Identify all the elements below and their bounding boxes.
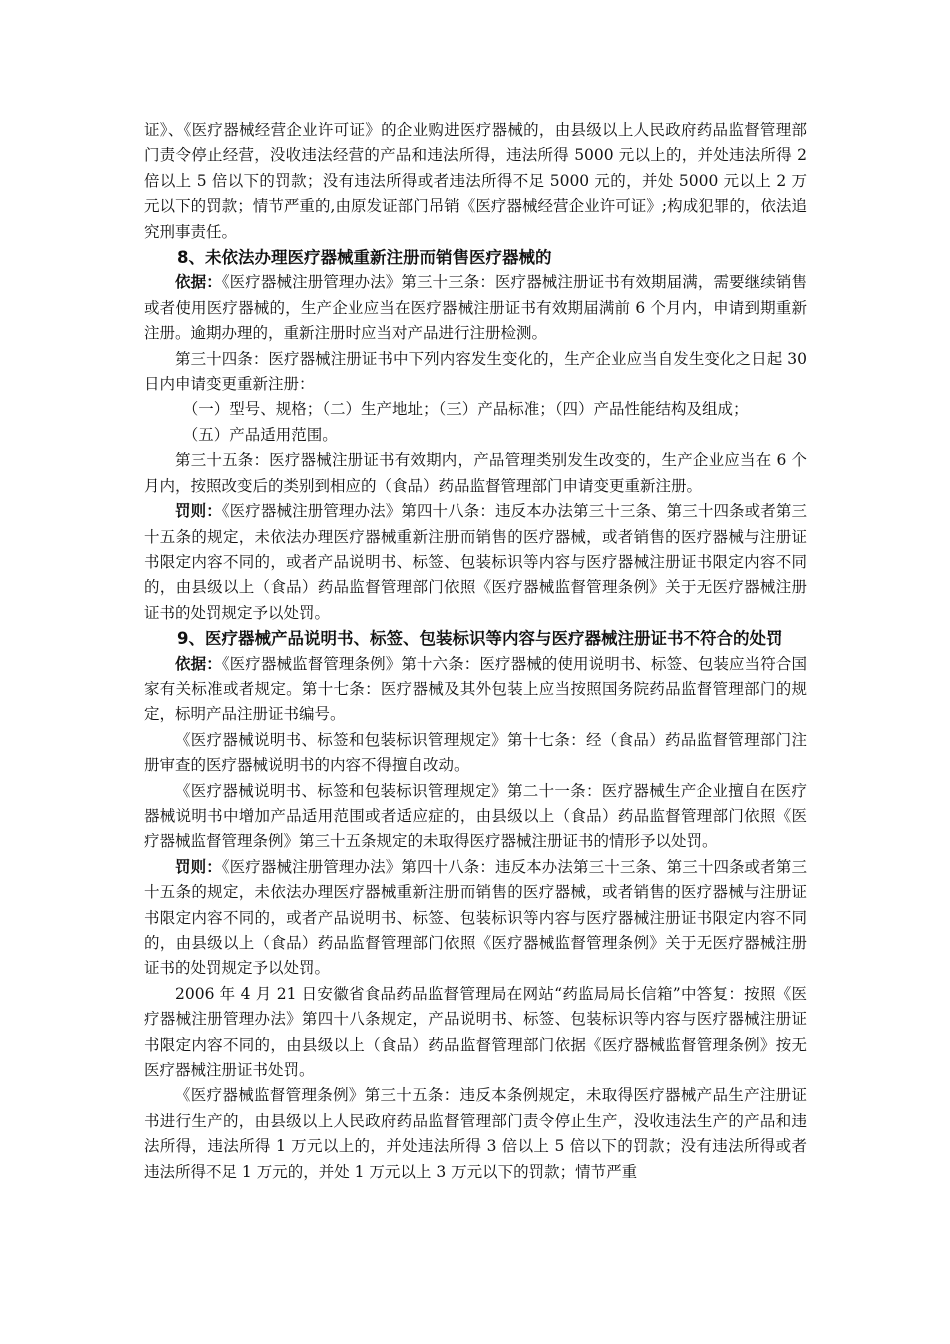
paragraph-penalty-8 bbox=[144, 499, 807, 626]
paragraph-label-rule-17: 《医疗器械说明书、标签和包装标识管理规定》第十七条：经（食品）药品监督管理部门注册审查的医疗器械说明书的内容不得擅自改动。 bbox=[144, 730, 807, 775]
paragraph-continuation: 证》、《医疗器械经营企业许可证》的企业购进医疗器械的，由县级以上人民政府药品监督管理部门责令停止经营，没收违法经营的产品和违法所得，违法所得 5000 元以上的，并处违法所得 2 倍以上 5 倍以下的罚款；没有违法所得或者违法所得不足 5000 元的，并处 5000 元以上 2 万元以下的罚款；情节严重的,由原发证部门吊销《医疗器械经营企业许可证》;构成犯罪的，依法追究刑事责任。 bbox=[144, 121, 807, 241]
penalty-text: 《医疗器械注册管理办法》第四十八条：违反本办法第三十三条、第三十四条或者第三十五条的规定，未依法办理医疗器械重新注册而销售的医疗器械，或者销售的医疗器械与注册证书限定内容不同的，或者产品说明书、标签、包装标识等内容与医疗器械注册证书限定内容不同的，由县级以上（食品）药品监督管理部门依照《医疗器械监督管理条例》关于无医疗器械注册证书的处罚规定予以处罚。 bbox=[144, 502, 807, 622]
basis-label: 依据： bbox=[175, 654, 222, 673]
paragraph-article-35: 第三十五条：医疗器械注册证书有效期内，产品管理类别发生改变的，生产企业应当在 6 个月内，按照改变后的类别到相应的（食品）药品监督管理部门申请变更重新注册。 bbox=[144, 451, 807, 495]
document-page bbox=[144, 118, 807, 1185]
penalty-label: 罚则： bbox=[175, 502, 222, 521]
paragraph-label-rule-21: 《医疗器械说明书、标签和包装标识管理规定》第二十一条：医疗器械生产企业擅自在医疗器械说明书中增加产品适用范围或者适应症的，由县级以上（食品）药品监督管理部门依照《医疗器械监督管理条例》第三十五条规定的未取得医疗器械注册证书的情形予以处罚。 bbox=[144, 781, 807, 851]
basis-text: 《医疗器械注册管理办法》第三十三条：医疗器械注册证书有效期届满，需要继续销售或者使用医疗器械的，生产企业应当在医疗器械注册证书有效期届满前 6 个月内，申请到期重新注册。逾期办理的，重新注册时应当对产品进行注册检测。 bbox=[144, 273, 807, 343]
paragraph-penalty-9 bbox=[144, 855, 807, 982]
paragraph-list-item-5: （五）产品适用范围。 bbox=[182, 425, 338, 444]
paragraph-basis-8 bbox=[144, 270, 807, 346]
paragraph-list-items: （一）型号、规格；（二）生产地址；（三）产品标准；（四）产品性能结构及组成； bbox=[182, 400, 749, 419]
penalty-label: 罚则： bbox=[175, 857, 222, 876]
paragraph-basis-9 bbox=[144, 652, 807, 728]
penalty-text: 《医疗器械注册管理办法》第四十八条：违反本办法第三十三条、第三十四条或者第三十五条的规定，未依法办理医疗器械重新注册而销售的医疗器械，或者销售的医疗器械与注册证书限定内容不同的，或者产品说明书、标签、包装标识等内容与医疗器械注册证书限定内容不同的，由县级以上（食品）药品监督管理部门依照《医疗器械监督管理条例》关于无医疗器械注册证书的处罚规定予以处罚。 bbox=[144, 857, 807, 978]
basis-label: 依据： bbox=[175, 273, 222, 292]
paragraph-article-34: 第三十四条：医疗器械注册证书中下列内容发生变化的，生产企业应当自发生变化之日起 30 日内申请变更重新注册： bbox=[144, 349, 807, 394]
paragraph-anhui-reply: 2006 年 4 月 21 日安徽省食品药品监督管理局在网站“药监局局长信箱”中答复：按照《医疗器械注册管理办法》第四十八条规定，产品说明书、标签、包装标识等内容与医疗器械注册证书限定内容不同的，由县级以上（食品）药品监督管理部门依据《医疗器械监督管理条例》按无医疗器械注册证书处罚。 bbox=[144, 984, 807, 1080]
section-heading-8: 8、未依法办理医疗器械重新注册而销售医疗器械的 bbox=[177, 248, 552, 268]
basis-text: 《医疗器械监督管理条例》第十六条：医疗器械的使用说明书、标签、包装应当符合国家有关标准或者规定。第十七条：医疗器械及其外包装上应当按照国务院药品监督管理部门的规定，标明产品注册证书编号。 bbox=[144, 654, 807, 724]
paragraph-regulation-35: 《医疗器械监督管理条例》第三十五条：违反本条例规定，未取得医疗器械产品生产注册证书进行生产的，由县级以上人民政府药品监督管理部门责令停止生产，没收违法生产的产品和违法所得，违法所得 1 万元以上的，并处违法所得 3 倍以上 5 倍以下的罚款；没有违法所得或者违法所得不足 1 万元的，并处 1 万元以上 3 万元以下的罚款；情节严重 bbox=[144, 1086, 807, 1181]
section-heading-9: 9、医疗器械产品说明书、标签、包装标识等内容与医疗器械注册证书不符合的处罚 bbox=[177, 629, 783, 649]
